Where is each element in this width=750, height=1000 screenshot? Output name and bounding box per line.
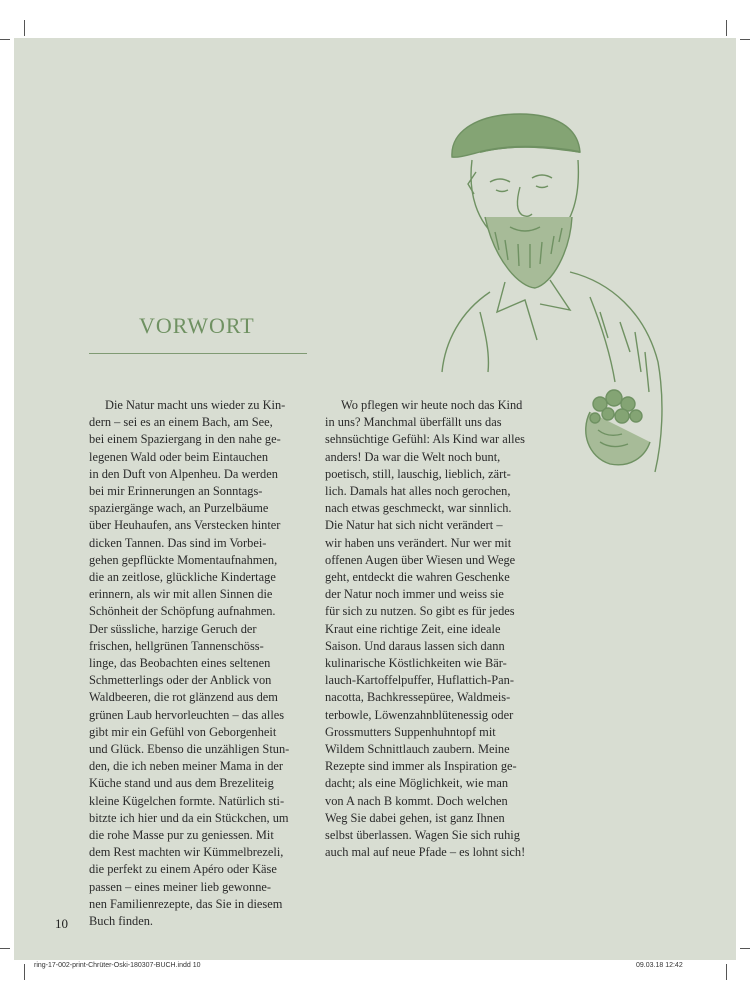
text-line: auch mal auf neue Pfade – es lohnt sich! bbox=[325, 845, 526, 860]
text-line: über Heuhaufen, ans Verstecken hinter bbox=[89, 518, 281, 533]
text-line: grünen Laub hervorleuchten – das alles bbox=[89, 707, 285, 722]
text-line: dem Rest machten wir Kümmelbrezeli, bbox=[89, 845, 284, 860]
text-line: frischen, hellgrünen Tannenschöss- bbox=[89, 638, 264, 653]
text-column-right bbox=[325, 397, 551, 861]
text-line: passen – eines meiner lieb gewonne- bbox=[89, 879, 272, 894]
text-line: Weg Sie dabei gehen, ist ganz Ihnen bbox=[325, 810, 505, 825]
text-line: Waldbeeren, die rot glänzend aus dem bbox=[89, 690, 278, 705]
text-line: Buch finden. bbox=[89, 914, 154, 929]
text-line: Schönheit der Schöpfung aufnahmen. bbox=[89, 604, 276, 619]
text-line: Der süssliche, harzige Geruch der bbox=[89, 621, 257, 636]
text-column-left bbox=[89, 397, 315, 930]
text-line: sehnsüchtige Gefühl: Als Kind war alles bbox=[325, 432, 525, 447]
text-line: die perfekt zu einem Apéro oder Käse bbox=[89, 862, 277, 877]
text-line: die rohe Masse pur zu geniessen. Mit bbox=[89, 828, 274, 843]
text-line: nacotta, Bachkressepüree, Waldmeis- bbox=[325, 690, 511, 705]
text-line: Rezepte sind immer als Inspiration ge- bbox=[325, 759, 517, 774]
text-line: dern – sei es an einem Bach, am See, bbox=[89, 415, 273, 430]
text-line: linge, das Beobachten eines seltenen bbox=[89, 656, 271, 671]
text-line: Schmetterlings oder der Anblick von bbox=[89, 673, 272, 688]
text-line: bitzte ich hier und da ein Stückchen, um bbox=[89, 810, 289, 825]
text-line: für sich zu nutzen. So gibt es für jedes bbox=[325, 604, 515, 619]
text-line: nen Familienrezepte, das Sie in diesem bbox=[89, 896, 283, 911]
text-line: gibt mir ein Gefühl von Geborgenheit bbox=[89, 724, 277, 739]
text-line: nach etwas geschmeckt, war sinnlich. bbox=[325, 501, 512, 516]
crop-mark-bottom-left bbox=[24, 964, 25, 980]
text-line: und Glück. Ebenso die unzähligen Stun- bbox=[89, 742, 290, 757]
crop-mark-left-bottom bbox=[0, 948, 10, 949]
text-line: in uns? Manchmal überfällt uns das bbox=[325, 415, 502, 430]
text-line: spaziergänge wach, an Purzelbäume bbox=[89, 501, 269, 516]
text-line: dacht; als eine Möglichkeit, wie man bbox=[325, 776, 509, 791]
text-line: geht, entdeckt die wahren Geschenke bbox=[325, 570, 510, 585]
text-line: lich. Damals hat alles noch gerochen, bbox=[325, 484, 511, 499]
text-line: Wildem Schnittlauch zaubern. Meine bbox=[325, 742, 510, 757]
text-line: Saison. Und daraus lassen sich dann bbox=[325, 638, 505, 653]
slug-timestamp: 09.03.18 12:42 bbox=[636, 962, 683, 969]
text-line: von A nach B kommt. Doch welchen bbox=[325, 793, 508, 808]
text-line: in den Duft von Alpenheu. Da werden bbox=[89, 466, 278, 481]
text-line: dicken Tannen. Das sind im Vorbei- bbox=[89, 535, 267, 550]
text-line: terbowle, Löwenzahnblütenessig oder bbox=[325, 707, 514, 722]
crop-mark-right-top bbox=[740, 39, 750, 40]
text-line: Kraut eine richtige Zeit, eine ideale bbox=[325, 621, 501, 636]
title-rule bbox=[89, 353, 307, 354]
text-line: Wo pflegen wir heute noch das Kind bbox=[341, 398, 523, 412]
text-line: Küche stand und aus dem Brezeliteig bbox=[89, 776, 274, 791]
text-line: bei mir Erinnerungen an Sonntags- bbox=[89, 484, 263, 499]
text-line: poetisch, still, lauschig, lieblich, zärt- bbox=[325, 466, 511, 481]
text-line: kulinarische Köstlichkeiten wie Bär- bbox=[325, 656, 507, 671]
crop-mark-top-left bbox=[24, 20, 25, 36]
text-line: erinnern, als wir mit allen Sinnen die bbox=[89, 587, 273, 602]
text-line: wir haben uns verändert. Nur wer mit bbox=[325, 535, 512, 550]
text-line: kleine Kügelchen formte. Natürlich sti- bbox=[89, 793, 285, 808]
crop-mark-top-right bbox=[726, 20, 727, 36]
slug-filename: ring-17-002-print-Chrüter-Oski-180307-BUCH.indd 10 bbox=[34, 962, 201, 969]
text-line: lauch-Kartoffelpuffer, Huflattich-Pan- bbox=[325, 673, 514, 688]
text-line: Die Natur macht uns wieder zu Kin- bbox=[105, 398, 286, 412]
text-line: anders! Da war die Welt noch bunt, bbox=[325, 449, 501, 464]
page-number: 10 bbox=[55, 916, 68, 931]
text-line: Die Natur hat sich nicht verändert – bbox=[325, 518, 503, 533]
text-line: der Natur noch immer und weiss sie bbox=[325, 587, 504, 602]
text-line: die an zeitlose, glückliche Kindertage bbox=[89, 570, 276, 585]
text-line: offenen Augen über Wiesen und Wege bbox=[325, 552, 516, 567]
crop-mark-left-top bbox=[0, 39, 10, 40]
page-title: VORWORT bbox=[139, 313, 255, 338]
crop-mark-bottom-right bbox=[726, 964, 727, 980]
text-line: gehen gepflückte Momentaufnahmen, bbox=[89, 552, 278, 567]
text-line: Grossmutters Suppenhuhntopf mit bbox=[325, 724, 496, 739]
text-line: legenen Wald oder beim Eintauchen bbox=[89, 449, 269, 464]
text-line: bei einem Spaziergang in den nahe ge- bbox=[89, 432, 281, 447]
text-line: den, die ich neben meiner Mama in der bbox=[89, 759, 284, 774]
text-line: selbst überlassen. Wagen Sie sich ruhig bbox=[325, 828, 520, 843]
crop-mark-right-bottom bbox=[740, 948, 750, 949]
